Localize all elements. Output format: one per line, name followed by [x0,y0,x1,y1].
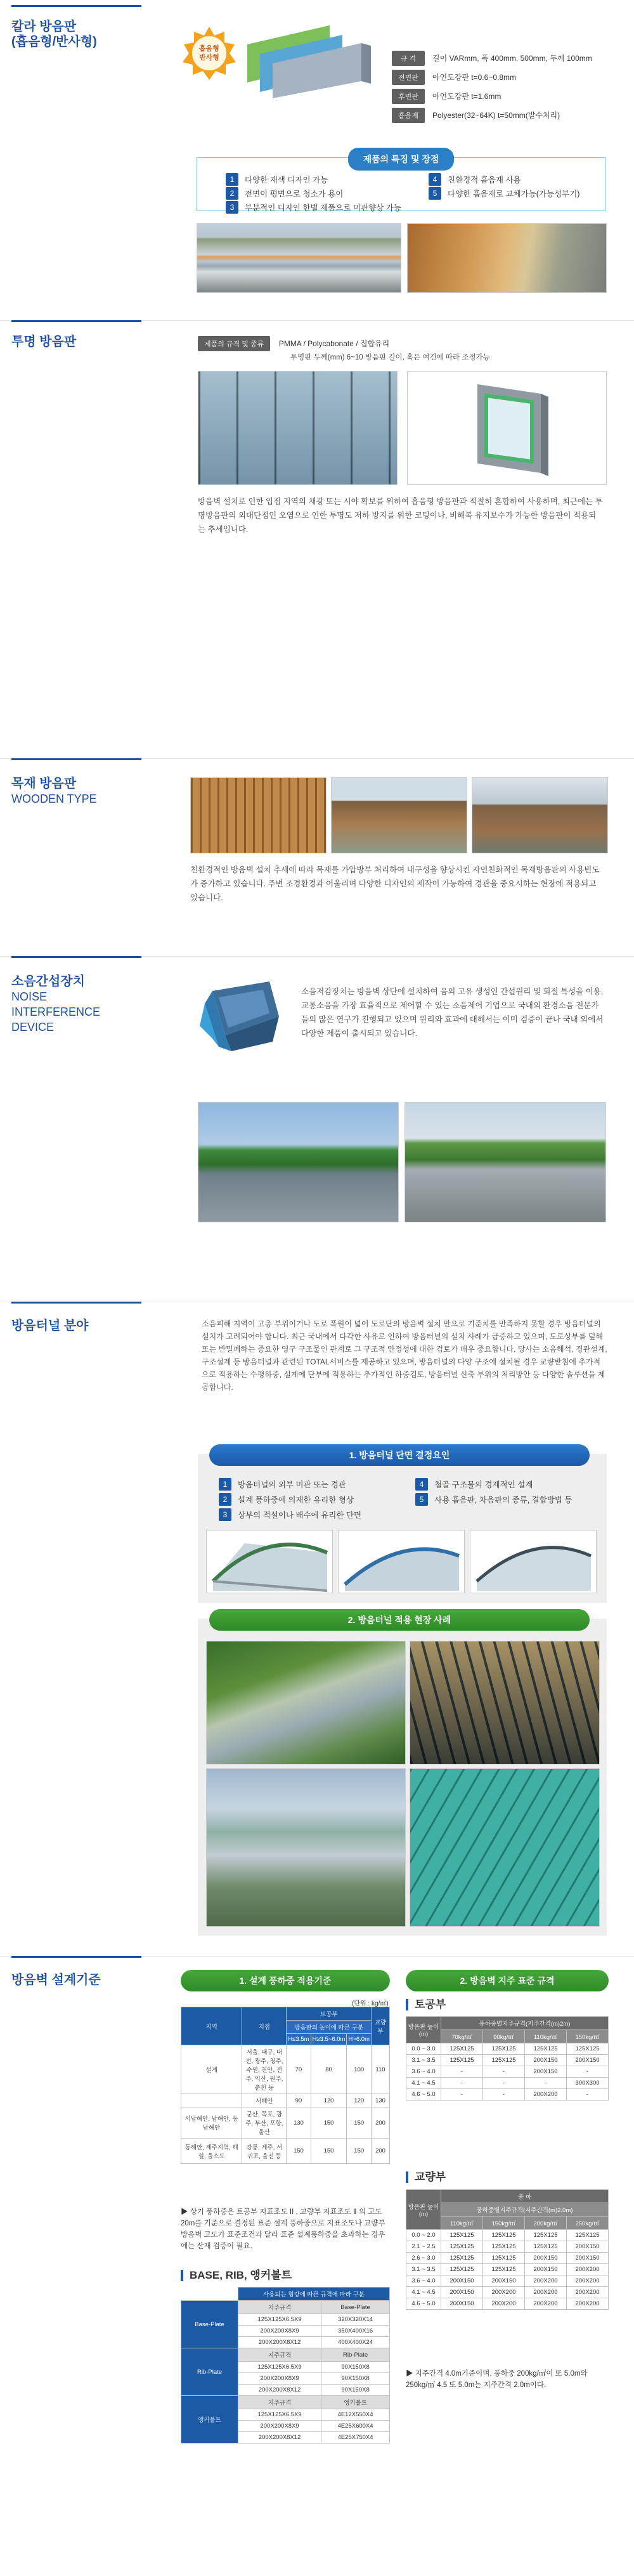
cell: 200X200 [483,2287,525,2298]
wood-description: 친환경적인 방음벽 설치 추세에 따라 목재를 가압방부 처리하여 내구성을 향상시킨 자연친화적인 목재방음판의 사용빈도가 증가하고 있습니다. 주변 조경환경과 어울리며 다양한 디자인의 제작이 가능하여 경관을 중요시하는 현장에 적용되고 있습니다. [190,865,600,902]
spec-tag: 제품의 규격 및 종류 [198,336,270,351]
section-title: 방음터널 분야 [11,1319,89,1333]
title-rule [11,5,141,7]
title-line2: WOODEN TYPE [11,793,97,805]
cell: 150 [347,2139,372,2164]
color-barrier-photo-2 [407,223,607,293]
cell: 125X125 [441,2055,483,2066]
cell: 200X150 [441,2275,483,2287]
tunnel-site-photo-3 [206,1768,406,1927]
cell: 125X125X6.5X9 [238,2314,321,2326]
soil-table [406,2016,609,2100]
cell: 130 [287,2107,311,2139]
feature-num: 2 [226,187,238,200]
feature-text: 부분적인 디자인 한별 제품으로 미관향상 가능 [245,204,401,212]
bridge-note: ▶ 지주간격 4.0m기준이며, 풍하중 200kg/㎡이 또 5.0m와 250kg/㎡ 4.5 또 5.0m는 지주간격 2.0m이다. [406,2370,588,2389]
cell: 125X125 [525,2230,567,2241]
cell: 200X200 [525,2287,567,2298]
cell: 125X125 [441,2264,483,2275]
feature-item [226,187,343,200]
table-row [406,2230,609,2241]
cell: 지주규격 [238,2396,321,2409]
cell: 4.1 ~ 4.5 [406,2078,441,2089]
title-rule [11,758,141,760]
wind-load-table [181,2007,390,2164]
cell: 125X125 [441,2230,483,2241]
th-height: 방음판 높이(m) [406,2017,441,2043]
tunnel-render-2 [338,1530,465,1593]
cell: 0.0 ~ 2.0 [406,2230,441,2241]
cell: 앵커볼트 [321,2396,390,2409]
cell: 90X150X8 [321,2373,390,2385]
cell: 150 [311,2107,347,2139]
table-row [406,2043,609,2055]
title-line1: 목재 방음판 [11,777,77,791]
cell: 설계 [181,2045,242,2094]
cell: 200X150 [525,2264,567,2275]
cell: 200X150 [525,2055,567,2066]
factor-text: 철골 구조물의 경제적인 설계 [434,1480,533,1489]
cell: - [441,2078,483,2089]
th-col: 150kg/㎡ [567,2030,609,2043]
cell: 200X150 [567,2253,609,2264]
cell: 90X150X8 [321,2385,390,2396]
spec-value: 아연도강판 t=1.6mm [432,92,501,101]
factor-num: 4 [415,1478,428,1491]
th-height: 방음판의 높이에 따른 구분 [287,2021,372,2034]
product-badge [181,25,237,81]
bridge-table [406,2189,609,2310]
title-rule [11,1956,141,1958]
cell: 200X200X8X9 [238,2373,321,2385]
title-line2: (흡음형/반사형) [11,35,97,49]
cell: 200 [372,2107,390,2139]
cell: 200X200X8X9 [238,2421,321,2432]
base-table-wrap [181,2287,390,2443]
cell [181,2094,242,2107]
th-soil: 토공부 [287,2007,372,2021]
factor-num: 5 [415,1493,428,1506]
th-col: 110kg/㎡ [525,2030,567,2043]
section-noise-device [0,956,634,1295]
section-title [11,776,138,806]
section-design-standard [0,1956,634,2576]
bridge-table-wrap [406,2189,609,2310]
table-row [406,2287,609,2298]
factor-item [219,1493,354,1506]
spec-value: 아연도강판 t=0.6~0.8mm [432,73,516,82]
cell: 200X150 [441,2287,483,2298]
section-wood-barrier [0,758,634,961]
cell: 125X125 [483,2043,525,2055]
cell: 120 [311,2094,347,2107]
wood-photo-1 [190,777,327,853]
cell: 125X125 [483,2241,525,2253]
cell: - [441,2089,483,2100]
factor-item [415,1478,533,1491]
feature-num: 4 [429,173,441,186]
title-rule [11,956,141,958]
tunnel-description: 소음피해 지역이 고층 부위이거나 도로 폭원이 넓어 도로단의 방음벽 설치 만으로 기준치를 만족하지 못할 경우 방음터널의 설치가 고려되어야 합니다. 최근 국내에서 다각한 사유로 인하여 방음터널의 설치 사례가 급증하고 있으며, 도로상부를 덮해 또는 반밀폐하는 중요한 영구 구조물인 관계로 그 구조적 안정성에 대한 검토가 매우 중요합니다. 당사는 소음해석, 경관설계, 구조설계 등 방음터널과 관련된 TOTAL서비스를 제공하고 있으며, 방음터널의 다양 구조에 설치될 경우 교량받침에 추가적으로 적용하는 수평하중, 설계에 단부에 적용하는 추가적인 하중검토, 방음터널 신축 부위의 처리방안 등 다양한 솔루션을 제공합니다. [202,1319,607,1392]
cell: 4E25X750X4 [321,2432,390,2443]
tunnel-sites-banner: 2. 방음터널 적용 현장 사례 [209,1609,590,1631]
factor-item [219,1478,346,1491]
feature-text: 전면이 평면으로 청소가 용이 [245,190,344,198]
title-line1: 소음간섭장치 [11,974,85,988]
cell: - [567,2089,609,2100]
cell: 4.6 ~ 5.0 [406,2089,441,2100]
section-title: 투명 방음판 [11,335,77,349]
feature-heading: 제품의 특징 및 장점 [348,148,455,171]
cell: 150 [347,2107,372,2139]
cell: - [567,2066,609,2078]
th-col: 150kg/㎡ [483,2217,525,2230]
tunnel-render-3 [470,1530,597,1593]
cell: 90 [287,2094,311,2107]
cell: 350X400X16 [321,2326,390,2337]
spec-value: Polyester(32~64K) t=50mm(발수처리) [432,111,560,120]
table-row [181,2107,390,2139]
table-row [406,2078,609,2089]
wood-photo-2 [331,777,467,853]
feature-num: 1 [226,173,238,186]
table-row [406,2298,609,2310]
section-title: 방음벽 설계기준 [11,1973,101,1987]
title-line1: 칼라 방음판 [11,20,77,34]
table-row [406,2055,609,2066]
noise-device-image [200,978,285,1054]
cell: 지주규격 [238,2348,321,2362]
title-line3: DEVICE [11,1021,55,1033]
cell: 120 [347,2094,372,2107]
th-group: 풍하중별지주규격(지주간격(m)2.0m) [441,2203,609,2217]
th-group: 풍하중별지주규격(지주간격(m)2m) [441,2017,609,2030]
cell: 4.6 ~ 5.0 [406,2298,441,2310]
table-row [406,2089,609,2100]
cell: 125X125 [441,2043,483,2055]
factor-text: 상부의 적설이나 배수에 유리한 단면 [238,1511,362,1520]
cell: 125X125 [441,2253,483,2264]
tunnel-render-1 [206,1530,333,1593]
section-clear-barrier [0,320,634,745]
spec-row-back [392,89,501,104]
cell: 200X150 [567,2241,609,2253]
feature-num: 5 [429,187,441,200]
th-height: 방음판 높이(m) [406,2190,441,2230]
feature-item [226,201,401,214]
th-top: 풍 하 [441,2190,609,2203]
feature-text: 다양한 흡음재로 교체가능(가능성부기) [448,190,580,198]
feature-text: 친환경적 흡음재 사용 [448,176,521,184]
cell: 동해안, 제주지역, 해설, 울소도 [181,2139,242,2164]
table-row [181,2139,390,2164]
clear-description: 방음벽 설치로 인한 입접 지역의 채광 또는 시야 확보를 위하여 흡음형 방음판과 적절히 혼합하여 사용하며, 최근에는 투명방음판의 외대단점인 오염으로 인한 투명도 저하 방지를 위한 코팅이나, 비해복 유지보수가 가능한 방음판이 적용되는 추세입니다. [198,497,603,534]
material-detail: 투명판 두께(mm) 6~10 방음판 길이, 혹은 여건에 따라 조정가능 [290,354,490,361]
cell: 200X150 [441,2298,483,2310]
th-region: 지역 [181,2007,242,2045]
badge-text: 흡음형 반사형 [199,45,219,61]
cell: 서남해안, 남해안, 동남해안 [181,2107,242,2139]
cell: 200X200 [525,2298,567,2310]
cell: 200X200 [525,2275,567,2287]
cell: 125X125 [567,2043,609,2055]
group-label: 앵커볼트 [181,2396,238,2443]
group-label: Base-Plate [181,2301,238,2348]
section-title [11,974,138,1035]
cell: 200X200 [567,2298,609,2310]
cell: 200X150 [483,2275,525,2287]
title-line2: NOISE INTERFERENCE [11,990,101,1018]
noise-photo-1 [198,1102,399,1222]
cell: 125X125 [525,2241,567,2253]
cell: 3.6 ~ 4.0 [406,2275,441,2287]
cell: 125X125X6.5X9 [238,2409,321,2421]
th-col: 200kg/㎡ [525,2217,567,2230]
cell: 200X150 [525,2253,567,2264]
cell: 3.6 ~ 4.0 [406,2066,441,2078]
clear-panel-image [407,371,607,485]
cell: 125X125 [483,2230,525,2241]
cell: - [483,2078,525,2089]
spec-value: 길이 VARmm, 폭 400mm, 500mm, 두께 100mm [432,54,592,63]
cell: 200X200 [567,2275,609,2287]
cell: 125X125X6.5X9 [238,2362,321,2373]
cell: 200X150 [567,2055,609,2066]
cell: Rib-Plate [321,2348,390,2362]
noise-description: 소음저감장치는 방음벽 상단에 설치하여 음의 고유 생성인 간섭원리 및 회절 특성을 이용, 교통소음을 가장 효율적으로 제어할 수 있는 소음제어 기업으로 국내외 환경소음 전문가들의 많은 연구가 진행되고 있으며 원리와 효과에 대해서는 이미 검증이 끝나 국내 외에서 다양한 제품이 출시되고 있습니다. [301,987,604,1038]
factor-item [219,1508,361,1521]
cell: 200X200 [525,2089,567,2100]
feature-item [429,187,579,200]
cell: 125X125 [483,2264,525,2275]
cell: 80 [311,2045,347,2094]
cell: 400X400X24 [321,2337,390,2348]
wind-load-banner: 1. 설계 풍하중 적용기준 [181,1970,390,1991]
base-title: BASE, RIB, 앵커볼트 [181,2270,292,2281]
th-h2: H≥3.5~6.0m [311,2034,347,2045]
title-rule [11,320,141,322]
cell: 320X320X14 [321,2314,390,2326]
material-text: PMMA / Polycabonate / 접합유리 [278,339,390,348]
cell: 200X200X8X12 [238,2385,321,2396]
cell: 200X200 [483,2298,525,2310]
tunnel-site-photo-2 [410,1641,600,1764]
cell: 200X200 [567,2287,609,2298]
th-col: 110kg/㎡ [441,2217,483,2230]
soil-title: 토공부 [406,1999,446,2010]
cell: 4E25X600X4 [321,2421,390,2432]
cell: 125X125 [483,2055,525,2066]
th-h1: H≤3.5m [287,2034,311,2045]
soil-table-wrap [406,2016,609,2100]
feature-text: 다양한 재색 디자인 가능 [245,176,328,184]
factor-num: 2 [219,1493,231,1506]
cell: 2.1 ~ 2.5 [406,2241,441,2253]
tunnel-site-photo-1 [206,1641,406,1764]
table-row [181,2094,390,2107]
group-label: Rib-Plate [181,2348,238,2396]
th-h3: H>6.0m [347,2034,372,2045]
cell: 110 [372,2045,390,2094]
th-bridge: 교량부 [372,2007,390,2045]
title-rule [11,1302,141,1304]
cell: 200X150 [525,2066,567,2078]
cell: 200X200X8X9 [238,2326,321,2337]
cell: - [441,2066,483,2078]
factor-item [415,1493,573,1506]
color-barrier-product-image [235,25,380,98]
spec-tag: 전면판 [392,70,425,85]
section-color-barrier [0,0,634,292]
cell: 200X200X8X12 [238,2337,321,2348]
feature-box [197,154,605,212]
cell: - [483,2066,525,2078]
table-row [406,2066,609,2078]
table-row [406,2241,609,2253]
th-base-header: 사용되는 형강에 따른 규격에 따라 구분 [238,2288,390,2301]
spec-row-front [392,70,516,85]
cell: 지주규격 [238,2301,321,2314]
cell: 4E12X550X4 [321,2409,390,2421]
cell: 200X200X8X12 [238,2432,321,2443]
spec-row-absorber [392,108,560,123]
cell: 125X125 [441,2241,483,2253]
color-barrier-photo-1 [197,223,401,293]
cell: 300X300 [567,2078,609,2089]
cell: 4.1 ~ 4.5 [406,2287,441,2298]
wind-load-table-wrap [181,2007,390,2164]
cell: 서울, 대구, 대전, 광주, 청주, 수원, 천안, 전주, 익산, 원주, 춘천 등 [242,2045,287,2094]
factor-num: 3 [219,1508,231,1521]
section-title [11,19,138,49]
cell: Base-Plate [321,2301,390,2314]
cell: 강릉, 제주, 서귀포, 울진 등 [242,2139,287,2164]
spec-tag: 흡음재 [392,108,425,123]
tunnel-section-banner: 1. 방음터널 단면 결정요인 [209,1444,590,1466]
clear-spec [198,336,389,351]
table-row [181,2045,390,2094]
cell: 2.6 ~ 3.0 [406,2253,441,2264]
feature-num: 3 [226,201,238,214]
th-col: 90kg/㎡ [483,2030,525,2043]
feature-item [226,173,328,186]
table-row [406,2253,609,2264]
table-row [406,2275,609,2287]
factor-text: 설계 풍하중에 의재한 유리한 형상 [238,1496,354,1505]
cell: - [483,2089,525,2100]
wood-photo-3 [472,777,608,853]
section-noise-tunnel [0,1302,634,1939]
cell: 130 [372,2094,390,2107]
cell: 3.1 ~ 3.5 [406,2264,441,2275]
cell: 서해안 [242,2094,287,2107]
cell: 150 [311,2139,347,2164]
wind-note: ▶ 상기 풍하중은 토공부 지표조도 II , 교량부 지표조도 Ⅱ 의 고도 20m를 기준으로 결정된 표준 설계 풍하중으로 지표조도나 교량부 방음벽 고도가 표준조건과 달라 표준 설계풍하중을 초과하는 경우에는 산재 검증이 필요. [181,2208,385,2250]
cell: 90X150X8 [321,2362,390,2373]
base-table [181,2287,390,2443]
th-col: 250kg/㎡ [567,2217,609,2230]
table-row [406,2264,609,2275]
spec-tag: 규 격 [392,51,425,66]
cell: 200X200 [567,2264,609,2275]
cell: 70 [287,2045,311,2094]
noise-photo-2 [404,1102,606,1222]
factor-num: 1 [219,1478,231,1491]
cell: - [525,2078,567,2089]
factor-text: 방음터널의 외부 미관 또는 경관 [238,1480,346,1489]
bridge-title: 교량부 [406,2171,446,2183]
spec-row-size [392,51,592,66]
th-col: 70kg/㎡ [441,2030,483,2043]
cell: 100 [347,2045,372,2094]
unit-label: (단위 : kg/㎡) [352,2000,389,2007]
cell: 200 [372,2139,390,2164]
cell: 군산, 목포, 광주, 부산, 포항, 울산 [242,2107,287,2139]
clear-barrier-photo [198,371,398,485]
cell: 125X125 [483,2253,525,2264]
factor-text: 사용 흡음판, 차음판의 종류, 결합방법 등 [434,1496,573,1505]
post-spec-banner: 2. 방음벽 지주 표준 규격 [406,1970,609,1991]
th-place: 지점 [242,2007,287,2045]
cell: 125X125 [567,2230,609,2241]
cell: 125X125 [525,2043,567,2055]
tunnel-site-photo-4 [410,1768,600,1927]
feature-item [429,173,521,186]
spec-tag: 후면판 [392,89,425,104]
cell: 150 [287,2139,311,2164]
cell: 0.0 ~ 3.0 [406,2043,441,2055]
cell: 3.1 ~ 3.5 [406,2055,441,2066]
